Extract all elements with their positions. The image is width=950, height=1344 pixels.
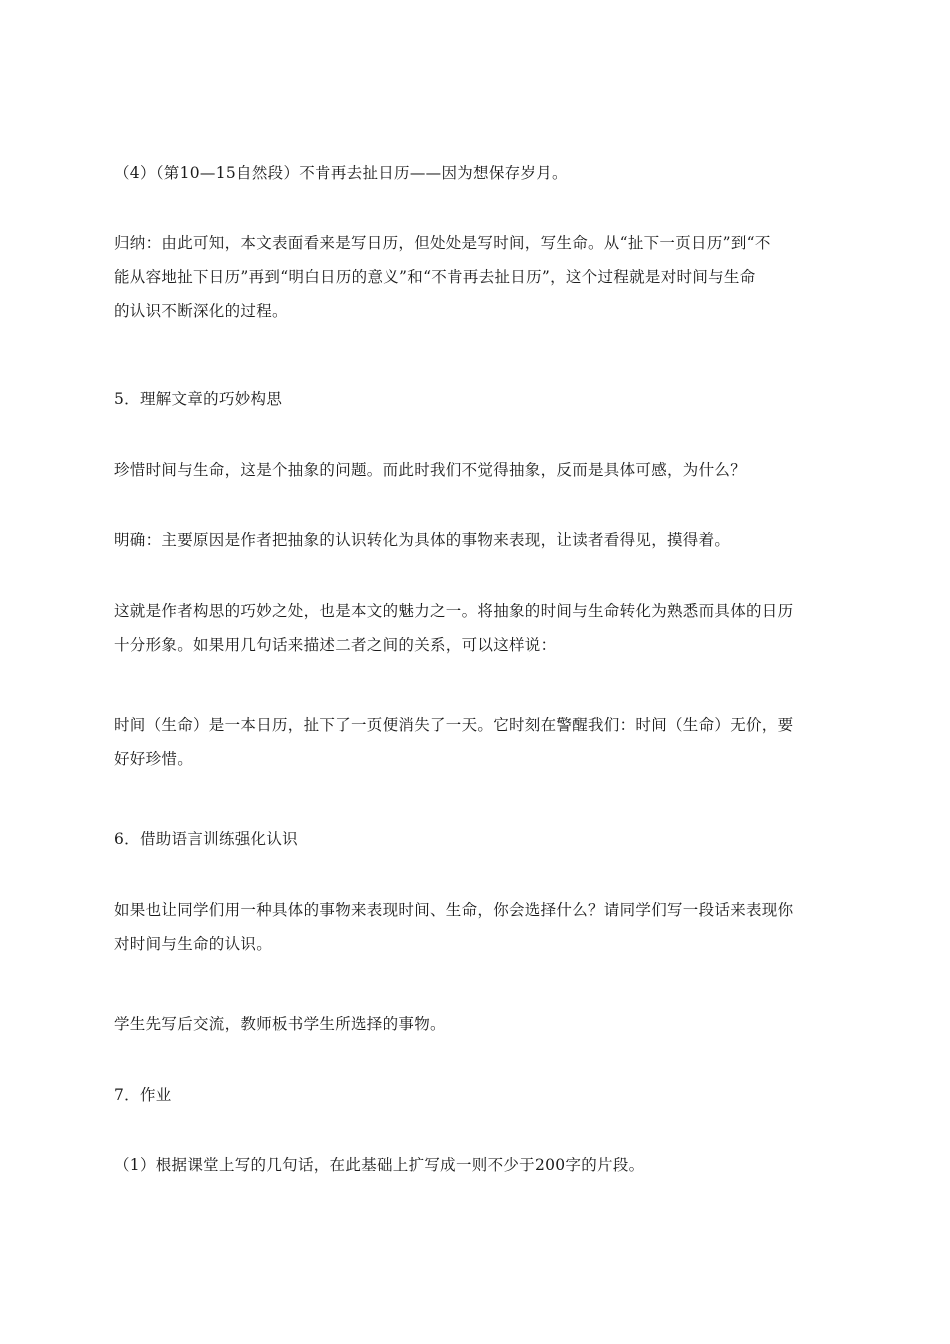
heading-5	[114, 382, 840, 416]
text-line: 能从容地扯下日历”再到“明白日历的意义”和“不肯再去扯日历”，这个过程就是对时间与生命	[114, 268, 756, 286]
paragraph-answer	[114, 523, 840, 557]
text-line: 好好珍惜。	[114, 750, 194, 768]
text-line: 学生先写后交流，教师板书学生所选择的事物。	[114, 1015, 446, 1033]
paragraph-exercise	[114, 893, 840, 961]
text-line: 归纳：由此可知，本文表面看来是写日历，但处处是写时间，写生命。从“扯下一页日历”到“不	[114, 234, 771, 252]
text-line: 这就是作者构思的巧妙之处，也是本文的魅力之一。将抽象的时间与生命转化为熟悉而具体的日历	[114, 602, 794, 620]
text-line: 十分形象。如果用几句话来描述二者之间的关系，可以这样说：	[114, 636, 557, 654]
text-line: 的认识不断深化的过程。	[114, 302, 288, 320]
text-line: （1）根据课堂上写的几句话，在此基础上扩写成一则不少于200字的片段。	[114, 1156, 645, 1174]
heading-7	[114, 1078, 840, 1112]
heading-text: 5．理解文章的巧妙构思	[114, 390, 283, 408]
paragraph-section-4	[114, 156, 840, 190]
heading-6	[114, 822, 840, 856]
text-line: 如果也让同学们用一种具体的事物来表现时间、生命，你会选择什么？请同学们写一段话来表现你	[114, 901, 794, 919]
text-line: 对时间与生命的认识。	[114, 935, 273, 953]
paragraph-question	[114, 453, 840, 487]
paragraph-explanation	[114, 594, 840, 662]
text-line: 珍惜时间与生命，这是个抽象的问题。而此时我们不觉得抽象，反而是具体可感，为什么？	[114, 461, 747, 479]
text-line: 明确：主要原因是作者把抽象的认识转化为具体的事物来表现，让读者看得见，摸得着。	[114, 531, 731, 549]
paragraph-metaphor	[114, 708, 840, 776]
heading-text: 6．借助语言训练强化认识	[114, 830, 298, 848]
paragraph-homework	[114, 1148, 840, 1182]
paragraph-summary	[114, 226, 840, 328]
text-line: （4）（第10—15自然段）不肯再去扯日历——因为想保存岁月。	[114, 164, 568, 182]
heading-text: 7．作业	[114, 1086, 172, 1104]
paragraph-activity	[114, 1007, 840, 1041]
text-line: 时间（生命）是一本日历，扯下了一页便消失了一天。它时刻在警醒我们：时间（生命）无价，要	[114, 716, 794, 734]
